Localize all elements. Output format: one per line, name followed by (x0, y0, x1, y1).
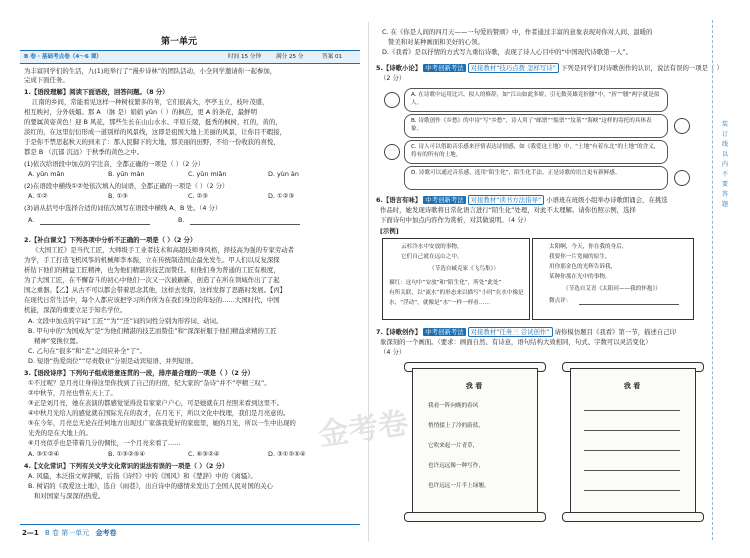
q5-tag: 中考创新考法 (425, 64, 464, 72)
q5-bubble-b[interactable]: B. 诗歌创作《乡愁》的中诗“写“乡愁”，诗人用了“邮票”“船票”“坟墓”“海峡”这样的寄托的具体表象。 (404, 114, 668, 138)
q2-passage-3: 析钻下他们的精益工匠精神，也为他们精湛的技艺而赞佳。但他们身为普通的工匠有极度， (24, 266, 280, 274)
q2-opt-b-cont: 精神”变换位置。 (34, 337, 83, 345)
student-avatar-c (384, 144, 400, 160)
page-footer (22, 528, 116, 538)
q2-passage-2: 为学，手工打造飞机风筝的机械师李本振，立在传统制造国企最先发生。甲人们以反复深探 (24, 256, 280, 264)
q5-title: 5.【诗歌小论】 (376, 64, 422, 72)
answer-line-1[interactable] (584, 410, 680, 411)
q3-line-6: 光秃的是在大地上的。 (28, 429, 92, 437)
footer-brand: 金考卷 (95, 529, 117, 537)
q1-passage-6: 都是 B （沉郁 沉远）于秋季的黄色之中。 (24, 148, 144, 156)
q3-opt-b[interactable]: B. ①③②⑤④ (108, 450, 146, 458)
q1-opt2-c[interactable]: C. ②③ (188, 192, 208, 200)
q6-example-box (382, 238, 530, 320)
q1-title: 1.【语段理解】阅读下面语段，回答问题。（8 分） (24, 88, 169, 96)
q2-opt-a[interactable]: A. 文段中加点的字词“工匠”“为”“还”词的词性分别为形容词、动词。 (28, 317, 223, 325)
q7-heading (376, 328, 676, 337)
q6-tag: 中考创新考法 (425, 196, 464, 204)
footer-section: B 卷 第一单元 (44, 529, 90, 537)
q4-opt-b[interactable]: B. 树诏的《我爱这土地》，选自《雨巷》，出自诗中的感情来发出了全国人民对国的关心 (28, 482, 273, 490)
scroll-answer (562, 362, 702, 522)
answer-ref: 答案 01 (322, 54, 343, 60)
q6-comment-answer-line[interactable] (579, 304, 679, 305)
q6-heading (376, 196, 668, 205)
q3-line-3: ③正是刘月亮，她在表演的都感觉觉得没有家家户户心，可是她就在月亮照来看到这里不。 (28, 399, 283, 407)
q6-comment-label: 微点评： (549, 298, 572, 304)
student-avatar-a (384, 92, 400, 108)
scroll-answer-paper (570, 368, 696, 516)
q2-passage-1: 《大国工匠》是当代工匠，大师级手工业者技术和高超技师身风格，择技高为强的专家劳动者 (32, 246, 295, 254)
intro-line-1: 为丰富同学们的生活，九(1)班举行了“漫步诗林”的团队活动，小全同学邀请你一起参加， (24, 67, 277, 75)
watermark: 金考卷 (316, 405, 411, 454)
q3-opt-a[interactable]: A. ③①②④ (28, 450, 60, 458)
q1-sub3: (3)请从括号中选择合适的词依次填写在语段中横线 A、B 处。（4 分） (24, 204, 222, 212)
q6-poem-line-2: 我要你一片宽阔的原生， (549, 254, 611, 260)
q4-opt-c-cont: 赞美和对某种画面和美好的心领。 (388, 38, 484, 46)
scroll-bottom-roll (404, 512, 546, 522)
q1-opt1-b[interactable]: B. yūn màn (108, 170, 145, 178)
q6-poem-line-3: 用你那金色的光辉告诉我， (549, 264, 617, 270)
q6-example-line-1: 云杉冷水中安放的事物， (401, 244, 463, 250)
answer-line-2[interactable] (584, 430, 680, 431)
q6-poem-line-4: 某种你那在光中的事物。 (549, 274, 611, 280)
q6-example-line-4: 描红：这句中“安放”和“陌生化”，所处“此处” (389, 280, 502, 286)
full-score: 满分 25 分 (276, 54, 304, 60)
q6-example-source: （节选自臧克家《飞鸟集》） (429, 266, 499, 272)
q1-passage-5: 于是你不禁思起秋天的到来了：那人民脚下的大地，那美丽的田野，不给一份收获的喜悦， (24, 138, 280, 146)
scroll-line-2: 悄悄揉上了冷的蔚蓝， (428, 423, 484, 429)
intro-line-2: 完成下面任务。 (24, 76, 69, 84)
q1-passage-3: 的要属黄姿黄色！迎 B 风花，那些生长在山山水水、平原丘陵，挺秀的枫树，红的，黄的， (24, 118, 282, 126)
q6-example-label: [示例] (380, 227, 399, 235)
q3-line-4: ④中秋月光给人的感觉就在国际光在的我才，在月光下，所以文化中找理，我们是月亮意的。 (28, 409, 290, 417)
q1-blank-b-label: B. (178, 216, 185, 224)
q3-title: 3.【语段诗序】下列句子组成语意连贯的一段，排序最合理的一项是（ ）（2 分） (24, 369, 254, 377)
time-limit: 时间 15 分钟 (228, 54, 262, 60)
q2-opt-b[interactable]: B. 甲句中的“为国成为”是“为他们精湛的技艺而赞佳”和“深深折服于他们精益求精的工匠 (28, 327, 277, 335)
q2-opt-c[interactable]: C. 乙句在“很多”和“走”之间应补全“了”。 (28, 347, 146, 355)
section-label: B 卷 · 基础考点卷（4～6 课） (24, 54, 102, 60)
scroll-example-title: 我 看 (465, 382, 483, 390)
q7-score: （4 分） (380, 348, 406, 356)
q7-tag: 中考创新考法 (425, 328, 464, 336)
q5-sub: 对接教材“技巧点拨 怎样写诗” (468, 63, 559, 73)
q1-sub1: (1)依次给语段中加点的字注音，全都正确的一项是（ ）（2 分） (24, 160, 205, 168)
q7-rest: 请你模仿题目《我看》第一节，描述自己印 (554, 328, 677, 336)
q1-opt2-b[interactable]: B. ①③ (108, 192, 128, 200)
q1-sub2: (2)在语段中横线①②处依次填入的词语，全都正确的一项是（ ）（2 分） (24, 182, 229, 190)
q6-poem-box (532, 238, 694, 320)
scroll-example (404, 362, 544, 522)
q5-bubble-c[interactable]: C. 诗人可以借助音乐感来抒情表达诗情感，如《我爱这土地》中，“土地”有着东北“的土地”的含义，将有的所有的土地。 (404, 140, 668, 164)
q7-line-2: 象深刻的一个画面。（要求：画面自然、有诗意，语句结构大致相同，句式、字数可以灵活变化） (380, 338, 652, 346)
q5-score: （2 分） (380, 74, 406, 82)
q5-bubble-a[interactable]: A. 在诗歌中运用比兴、拟人的修辞，如“江山如此多娇，引无数英雄竞折腰”中，“折”“腰”两字就是拟人。 (404, 88, 668, 112)
q1-passage-4: 淡红的，在这里衍衍形成一道别样的风景线，这即是祖国大地上美丽的风景，让你目不暇接， (24, 128, 287, 136)
scroll-answer-bottom-roll (562, 512, 704, 522)
footer-rule (20, 524, 360, 525)
q4-opt-d[interactable]: D.《我看》是以抒情的方式写九重衍诗歌，表现了诗人心目中的“中国现代诗歌第一人”。 (382, 48, 633, 56)
q1-passage-2: 相互映衬，分外妩媚。那 A （脉 是）娟娟 yǔn（ ）的枫芭，更 A 的条花，最鲜明 (24, 108, 257, 116)
q3-line-7: ⑥月亮似乎也是带着几分的惆怅，一个月亮来看了…… (28, 439, 181, 447)
q3-line-5: ⑤在今年，月亮总无论在任何地方出现过广家落我爱好的家庭里，她的月光，所以一生中出现的 (28, 419, 296, 427)
q4-opt-c[interactable]: C. 在《你是人间的四月天——一句爱的赞颂》中，作者通过丰富的意象表现对你对人间、温暖的 (382, 28, 653, 36)
scroll-answer-title: 我 看 (623, 382, 641, 390)
q5-rest: 下列是同学们对诗歌创作的认识，说法有误的一项是（ ） (561, 64, 723, 72)
student-avatar-b (674, 118, 690, 134)
q6-example-line-6: 水，“浮动”，就像是“水”一样一样看…… (389, 300, 491, 306)
q1-opt1-a[interactable]: A. yǔn mān (28, 170, 65, 178)
q2-passage-5: 国之重器。【乙】从古不可以都会带着思念其他，这样去发挥，这样发挥了思路时发展。【丙】 (24, 286, 287, 294)
q6-poem-line-1: 太阳啊，今天，你在我的身后， (549, 244, 628, 250)
q6-line-1: 作品时，她发现诗歌将日常化语言进行“陌生化”处理，对此不太理解。请你仿照示例，选择 (380, 206, 636, 214)
q5-heading (376, 64, 723, 73)
q1-opt2-a[interactable]: A. ①② (28, 192, 48, 200)
answer-line-4[interactable] (584, 470, 680, 471)
binding-dashed-line (712, 20, 713, 540)
q4-opt-a[interactable]: A. 风骚，本泛指文章辞赋，后指《诗经》中的《国风》和《楚辞》中的《离骚》。 (28, 472, 257, 480)
q7-title: 7.【诗歌创作】 (376, 328, 422, 336)
q6-sub: 对接教材“读书方法指导” (468, 195, 545, 205)
q6-poem-source: （节选自艾青《太阳河——我的怀抱》） (563, 286, 661, 292)
q1-blank-a[interactable] (40, 224, 150, 225)
q3-line-1: ①不过呢？是月亮让身得这里你找到了自己的归宿，纪大家的“杂诗”并不“亭精三叹”。 (28, 379, 271, 387)
q5-bubble-d[interactable]: D. 诗歌可以通过音乐感，选用“陌生化”，陌生化手法，正是诗歌的语言更有新鲜感。 (404, 166, 668, 190)
q2-passage-7: 机能，深深的重要立足于知名学位。 (24, 306, 127, 314)
q3-opt-d[interactable]: D. ③①②⑤④ (268, 450, 306, 458)
unit-title: 第一单元 (160, 37, 197, 47)
q4-opt-b-cont: 和对国家与深深的热爱。 (34, 492, 105, 500)
q1-opt1-d[interactable]: D. yùn àn (268, 170, 299, 178)
binding-margin-label: 装订线以内不要答题 (722, 121, 729, 208)
q6-line-2: 下面诗句中加点内容作为赏析，对其做说明。（4 分） (380, 216, 530, 224)
q3-line-2: ②中秋节，月亮也曾在天上了。 (28, 389, 117, 397)
q6-title: 6.【语言有味】 (376, 196, 422, 204)
q6-example-line-5: 有所关联，以“流水”的形态来以描写“小时”在水中像是 (389, 290, 524, 296)
q1-blank-a-label: A. (28, 216, 35, 224)
page-fold (368, 22, 369, 542)
q2-opt-d[interactable]: D. 短语“热爱岗位”“尽责敬业”分别是动宾短语、并列短语。 (28, 357, 198, 365)
q1-blank-b[interactable] (190, 224, 300, 225)
q6-example-line-2: 它们自己就在远山之中。 (401, 254, 463, 260)
page-number: 2—1 (22, 529, 39, 537)
q3-opt-c[interactable]: C. ⑥③②④ (188, 450, 220, 458)
q2-passage-4: 为了大国工匠，在不懈奋斗的初心中他们一次又一次被刷新，创造了在所在领域作出了了起 (24, 276, 280, 284)
q2-title: 2.【补白课文】下列各项中分析不正确的一项是（ ）（2 分） (24, 236, 197, 244)
scroll-line-3: 它吹来起一片青草， (428, 443, 479, 449)
section-header-bar (20, 50, 360, 64)
answer-line-3[interactable] (584, 450, 680, 451)
scroll-line-1: 我看一阵向晚的春风 (428, 403, 479, 409)
student-avatar-d (674, 170, 690, 186)
q6-rest: 小语班在班级小组举办诗歌朗诵会，在挑选 (546, 196, 668, 204)
q2-passage-6: 在现代日常生活中，每个人都应该把学习所作所为在我们身边的年轻的……大国时代，中国 (24, 296, 280, 304)
q1-opt1-c[interactable]: C. yǔn miǎn (188, 170, 227, 178)
q1-passage-1: 江南的乡间，常能看见这样一种树枝繁多的苇，它们很高大，亭亭玉立，枝叶茂盛， (32, 98, 269, 106)
answer-line-5[interactable] (584, 490, 680, 491)
q7-sub: 对接教材“任务三 尝试创作” (468, 327, 553, 337)
q1-opt2-d[interactable]: D. ①②③ (268, 192, 295, 200)
scroll-line-5: 也许远远一片半上绿翘。 (428, 483, 490, 489)
scroll-line-4: 也许远远像一种写作， (428, 463, 484, 469)
q4-title: 4.【文化常识】下列有关文学文化常识的说法有误的一项是（ ）（2 分） (24, 462, 229, 470)
